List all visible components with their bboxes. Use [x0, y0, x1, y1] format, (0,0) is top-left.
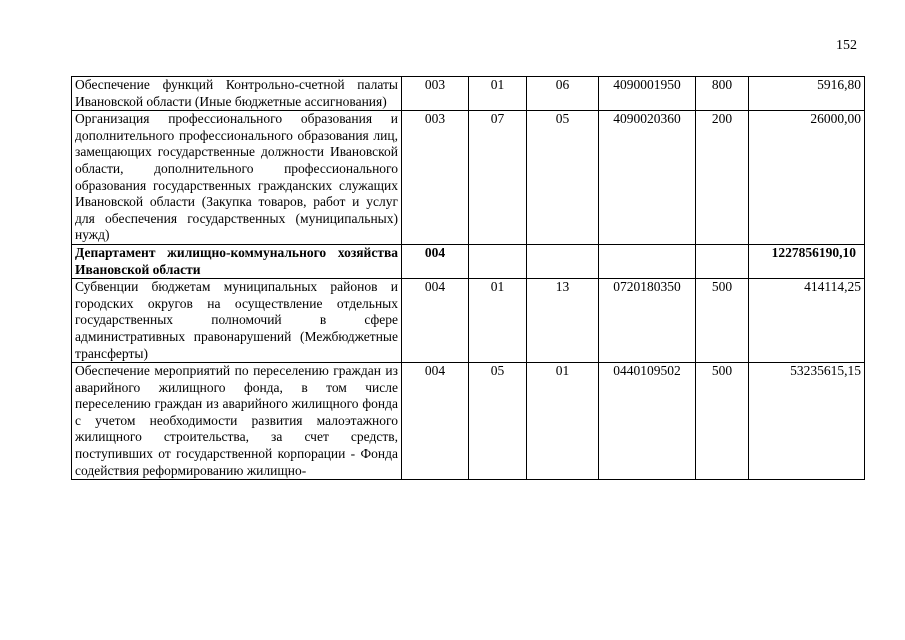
table-row — [72, 77, 865, 111]
row-gr-code: 004 — [402, 363, 469, 480]
row-target-article-code: 4090020360 — [599, 111, 696, 245]
page-number: 152 — [836, 38, 857, 53]
row-expense-type-code: 200 — [696, 111, 749, 245]
row-subsection-code — [527, 244, 599, 278]
row-gr-code: 004 — [402, 244, 469, 278]
row-gr-code: 003 — [402, 111, 469, 245]
table-row — [72, 111, 865, 245]
row-expense-type-code: 500 — [696, 279, 749, 363]
row-amount: 53235615,15 — [749, 363, 865, 480]
row-amount: 26000,00 — [749, 111, 865, 245]
row-target-article-code: 4090001950 — [599, 77, 696, 111]
table-row-department — [72, 244, 865, 278]
row-subsection-code: 01 — [527, 363, 599, 480]
row-section-code: 07 — [469, 111, 527, 245]
row-amount: 414114,25 — [749, 279, 865, 363]
row-name: Организация профессионального образования и дополнительного профессионального образования лиц, замещающих государственные должности Ивановской области, дополнительного профессионального образования государственных гражданских служащих Ивановской области (Закупка товаров, работ и услуг для обеспечения государственных (муниципальных) нужд) — [72, 111, 402, 245]
budget-table — [71, 76, 865, 480]
row-section-code: 05 — [469, 363, 527, 480]
row-name: Субвенции бюджетам муниципальных районов и городских округов на осуществление отдельных государственных полномочий в сфере административных правонарушений (Межбюджетные трансферты) — [72, 279, 402, 363]
row-section-code: 01 — [469, 77, 527, 111]
row-expense-type-code: 800 — [696, 77, 749, 111]
row-target-article-code: 0440109502 — [599, 363, 696, 480]
row-target-article-code — [599, 244, 696, 278]
row-name: Департамент жилищно-коммунального хозяйства Ивановской области — [72, 244, 402, 278]
row-name: Обеспечение функций Контрольно-счетной палаты Ивановской области (Иные бюджетные ассигнования) — [72, 77, 402, 111]
row-subsection-code: 05 — [527, 111, 599, 245]
row-gr-code: 003 — [402, 77, 469, 111]
row-section-code: 01 — [469, 279, 527, 363]
row-gr-code: 004 — [402, 279, 469, 363]
row-subsection-code: 13 — [527, 279, 599, 363]
table-row — [72, 279, 865, 363]
row-expense-type-code: 500 — [696, 363, 749, 480]
row-section-code — [469, 244, 527, 278]
row-amount: 1227856190,10 — [749, 244, 865, 278]
row-subsection-code: 06 — [527, 77, 599, 111]
row-name: Обеспечение мероприятий по переселению граждан из аварийного жилищного фонда, в том числе переселению граждан из аварийного жилищного фонда с учетом необходимости развития малоэтажного жилищного строительства, за счет средств, поступивших от государственной корпорации - Фонда содействия реформированию жилищно- — [72, 363, 402, 480]
table-row — [72, 363, 865, 480]
row-amount: 5916,80 — [749, 77, 865, 111]
row-target-article-code: 0720180350 — [599, 279, 696, 363]
row-expense-type-code — [696, 244, 749, 278]
